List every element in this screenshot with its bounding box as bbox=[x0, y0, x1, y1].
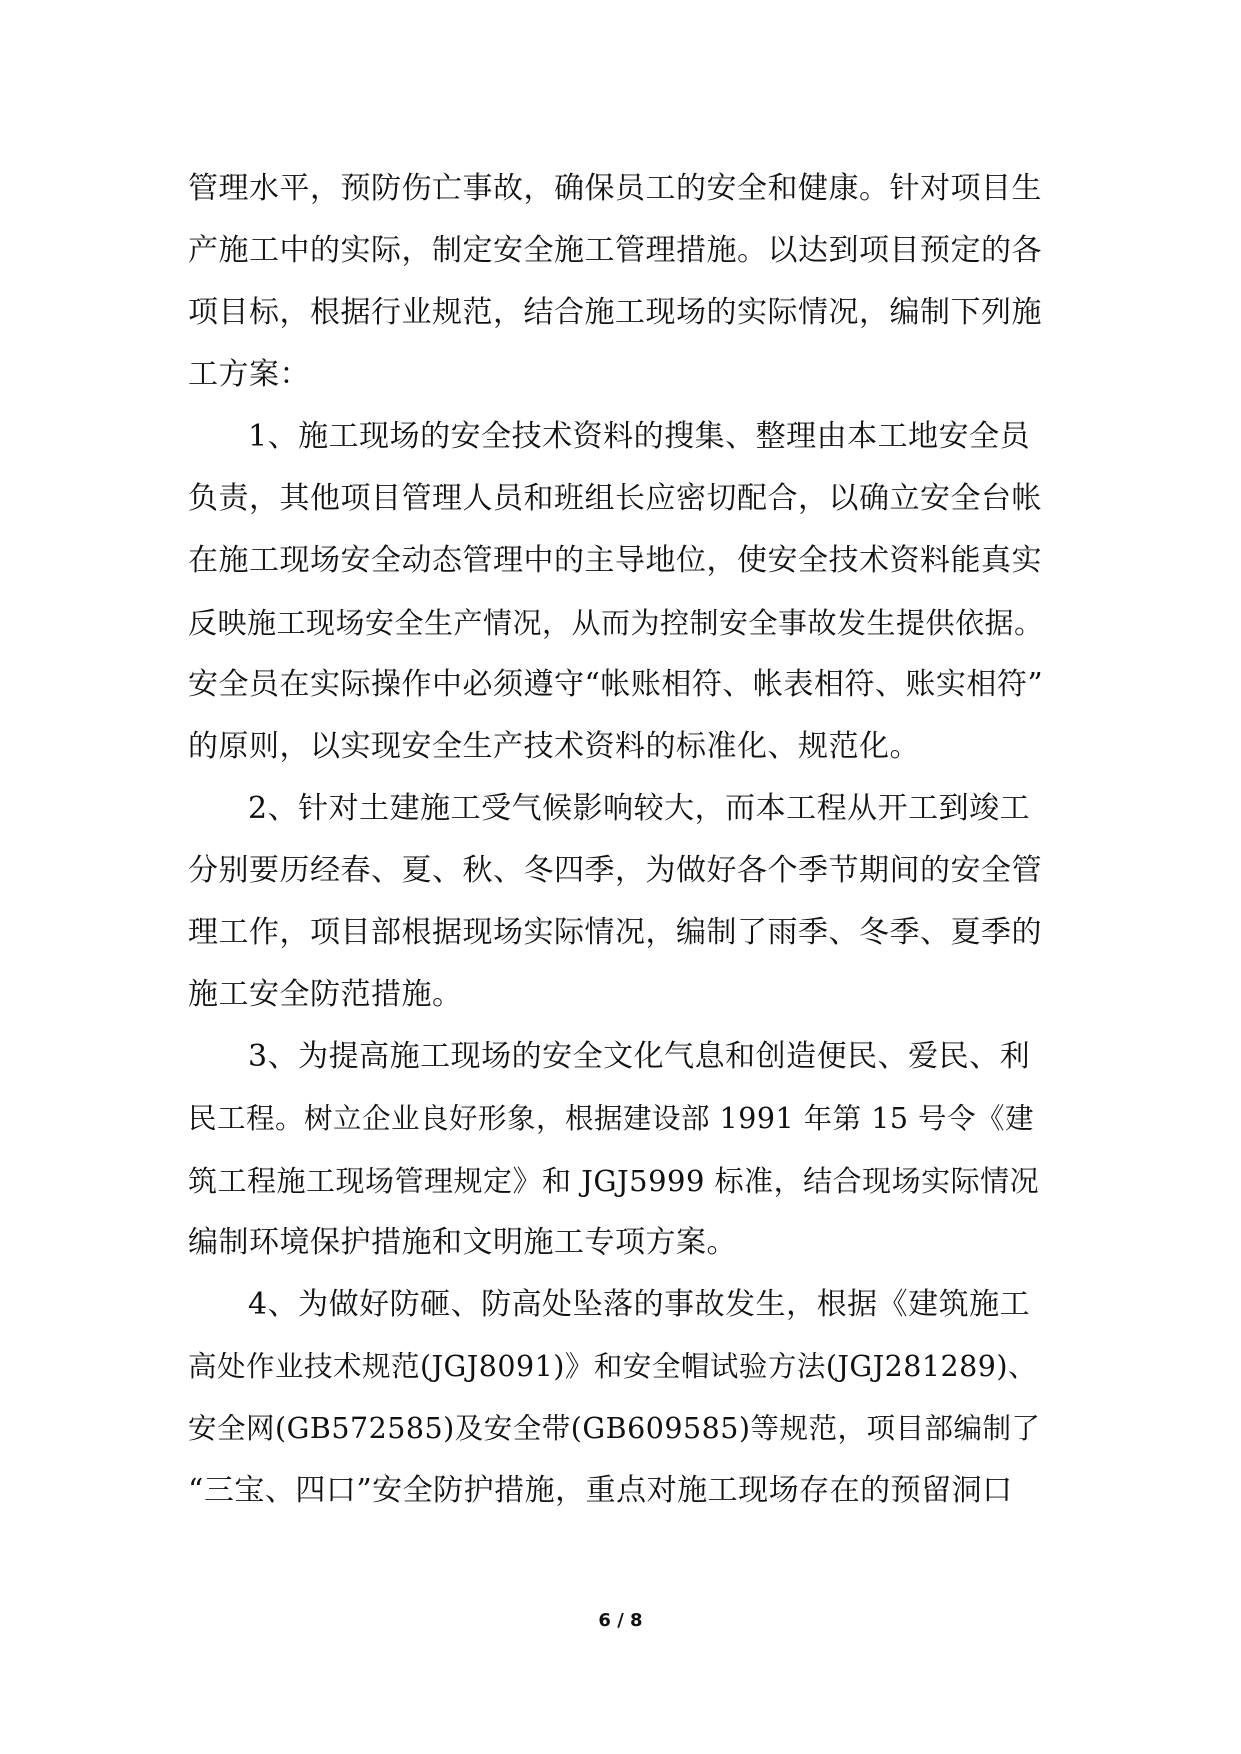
text-line: 工方案： bbox=[188, 357, 310, 392]
text-line: 安全员在实际操作中必须遵守“帐账相符、帐表相符、账实相符” bbox=[188, 667, 1044, 702]
text-line: 民工程。树立企业良好形象，根据建设部 1991 年第 15 号令《建 bbox=[188, 1102, 1035, 1135]
body-text bbox=[188, 158, 1048, 1522]
text-line: 施工安全防范措施。 bbox=[188, 977, 463, 1012]
text-line: 负责，其他项目管理人员和班组长应密切配合，以确立安全台帐 bbox=[188, 481, 1042, 516]
paragraph-4-start: 4、为做好防砸、防高处坠落的事故发生，根据《建筑施工 bbox=[248, 1287, 1031, 1322]
page-number: 6 / 8 bbox=[598, 1610, 643, 1631]
text-line: 分别要历经春、夏、秋、冬四季，为做好各个季节期间的安全管 bbox=[188, 853, 1042, 888]
text-line: 筑工程施工现场管理规定》和 JGJ5999 标准，结合现场实际情况 bbox=[188, 1164, 1040, 1198]
text-line: 理工作，项目部根据现场实际情况，编制了雨季、冬季、夏季的 bbox=[188, 915, 1042, 950]
text-line: 的原则，以实现安全生产技术资料的标准化、规范化。 bbox=[188, 729, 920, 764]
paragraph-2-start: 2、针对土建施工受气候影响较大，而本工程从开工到竣工 bbox=[248, 791, 1031, 826]
text-line: “三宝、四口”安全防护措施，重点对施工现场存在的预留洞口 bbox=[188, 1473, 1013, 1508]
text-line: 编制环境保护措施和文明施工专项方案。 bbox=[188, 1225, 737, 1260]
paragraph-3-start: 3、为提高施工现场的安全文化气息和创造便民、爱民、利 bbox=[248, 1039, 1031, 1074]
paragraph-1-start: 1、施工现场的安全技术资料的搜集、整理由本工地安全员 bbox=[248, 419, 1031, 454]
text-line: 在施工现场安全动态管理中的主导地位，使安全技术资料能真实 bbox=[188, 543, 1042, 578]
text-line: 管理水平，预防伤亡事故，确保员工的安全和健康。针对项目生 bbox=[188, 171, 1042, 206]
text-line: 安全网(GB572585)及安全带(GB609585)等规范，项目部编制了 bbox=[188, 1412, 1041, 1445]
text-line: 项目标，根据行业规范，结合施工现场的实际情况，编制下列施 bbox=[188, 295, 1042, 330]
text-line: 反映施工现场安全生产情况，从而为控制安全事故发生提供依据。 bbox=[188, 606, 1044, 640]
text-line: 高处作业技术规范(JGJ8091)》和安全帽试验方法(JGJ281289)、 bbox=[188, 1350, 1038, 1383]
text-line: 产施工中的实际，制定安全施工管理措施。以达到项目预定的各 bbox=[188, 233, 1042, 268]
